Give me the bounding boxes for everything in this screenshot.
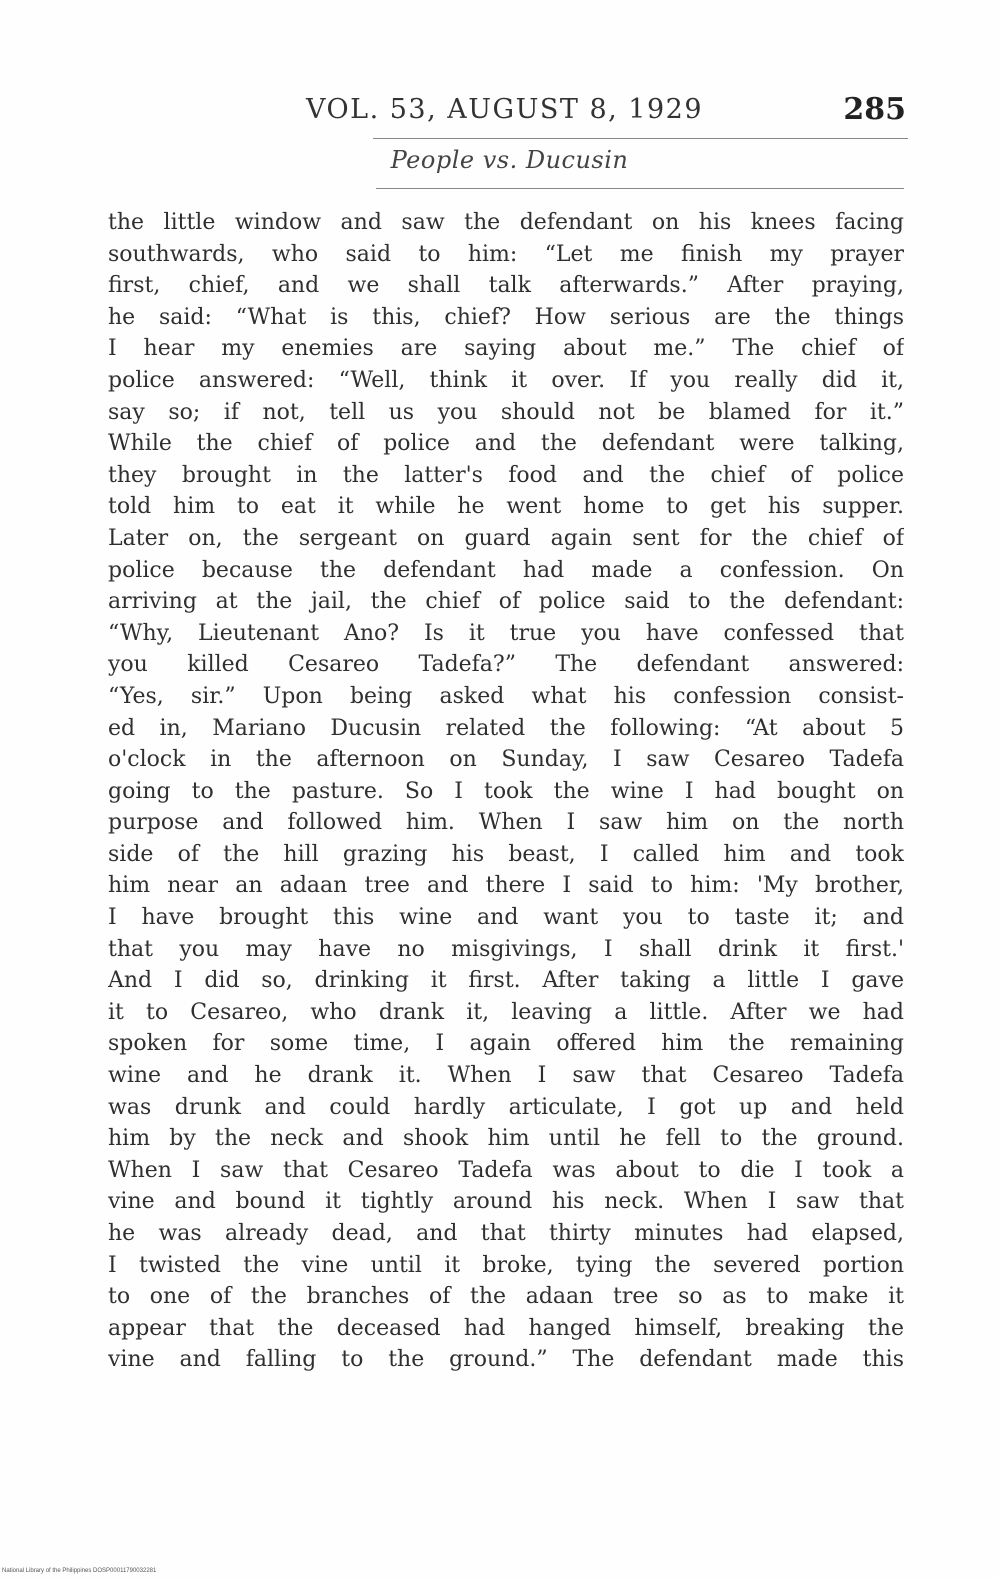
running-head [108, 92, 906, 132]
body-line: I have brought this wine and want you to taste it; and [108, 905, 904, 931]
body-line: When I saw that Cesareo Tadefa was about to die I took a [108, 1157, 904, 1183]
body-line: And I did so, drinking it first. After taking a little I gave [108, 968, 904, 994]
page-number: 285 [843, 92, 906, 127]
body-line: the little window and saw the defendant on his knees facing [108, 210, 904, 235]
body-line: vine and bound it tightly around his neck. When I saw that [108, 1189, 904, 1215]
body-line: was drunk and could hardly articulate, I got up and held [108, 1094, 904, 1120]
body-line: they brought in the latter's food and the chief of police [108, 462, 904, 488]
body-line: While the chief of police and the defendant were talking, [108, 431, 904, 457]
body-line: say so; if not, tell us you should not be blamed for it.” [108, 399, 904, 425]
body-line: it to Cesareo, who drank it, leaving a little. After we had [108, 999, 904, 1025]
volume-date: VOL. 53, AUGUST 8, 1929 [306, 94, 703, 125]
body-line: vine and falling to the ground.” The defendant made this [108, 1347, 904, 1373]
body-line: going to the pasture. So I took the wine I had bought on [108, 778, 904, 804]
body-line: ed in, Mariano Ducusin related the following: “At about 5 [108, 715, 904, 741]
body-line: side of the hill grazing his beast, I called him and took [108, 841, 904, 867]
body-line: police because the defendant had made a confession. On [108, 557, 904, 583]
scan-footer: National Library of the Philippines DOSP00011790032281 [2, 1568, 157, 1574]
body-line: o'clock in the afternoon on Sunday, I saw Cesareo Tadefa [108, 747, 904, 773]
body-text [108, 207, 904, 1376]
body-line: he said: “What is this, chief? How serious are the things [108, 304, 904, 330]
body-line: spoken for some time, I again offered him the remaining [108, 1031, 904, 1057]
body-line: arriving at the jail, the chief of police said to the defendant: [108, 589, 904, 615]
body-line: I hear my enemies are saying about me.” The chief of [108, 336, 904, 362]
body-line: purpose and followed him. When I saw him on the north [108, 810, 904, 836]
body-line: first, chief, and we shall talk afterwards.” After praying, [108, 273, 904, 299]
body-line: told him to eat it while he went home to get his supper. [108, 494, 904, 520]
header-rule-top [373, 138, 908, 139]
body-line: “Yes, sir.” Upon being asked what his confession consist- [108, 683, 904, 709]
body-line: him near an adaan tree and there I said to him: 'My brother, [108, 873, 904, 899]
body-line: he was already dead, and that thirty minutes had elapsed, [108, 1221, 904, 1246]
body-line: him by the neck and shook him until he fell to the ground. [108, 1126, 904, 1152]
body-line: “Why, Lieutenant Ano? Is it true you have confessed that [108, 620, 904, 646]
body-line: I twisted the vine until it broke, tying the severed portion [108, 1252, 904, 1278]
body-line: wine and he drank it. When I saw that Cesareo Tadefa [108, 1063, 904, 1089]
body-line: police answered: “Well, think it over. If you really did it, [108, 367, 904, 393]
case-title: People vs. Ducusin [390, 146, 629, 174]
body-line: to one of the branches of the adaan tree so as to make it [108, 1284, 904, 1310]
body-line: southwards, who said to him: “Let me finish my prayer [108, 241, 904, 267]
body-line: appear that the deceased had hanged himself, breaking the [108, 1315, 904, 1341]
body-line: you killed Cesareo Tadefa?” The defendant answered: [108, 652, 904, 678]
body-line: Later on, the sergeant on guard again sent for the chief of [108, 525, 904, 551]
body-line: that you may have no misgivings, I shall drink it first.' [108, 936, 904, 962]
header-rule-bottom [376, 188, 904, 189]
